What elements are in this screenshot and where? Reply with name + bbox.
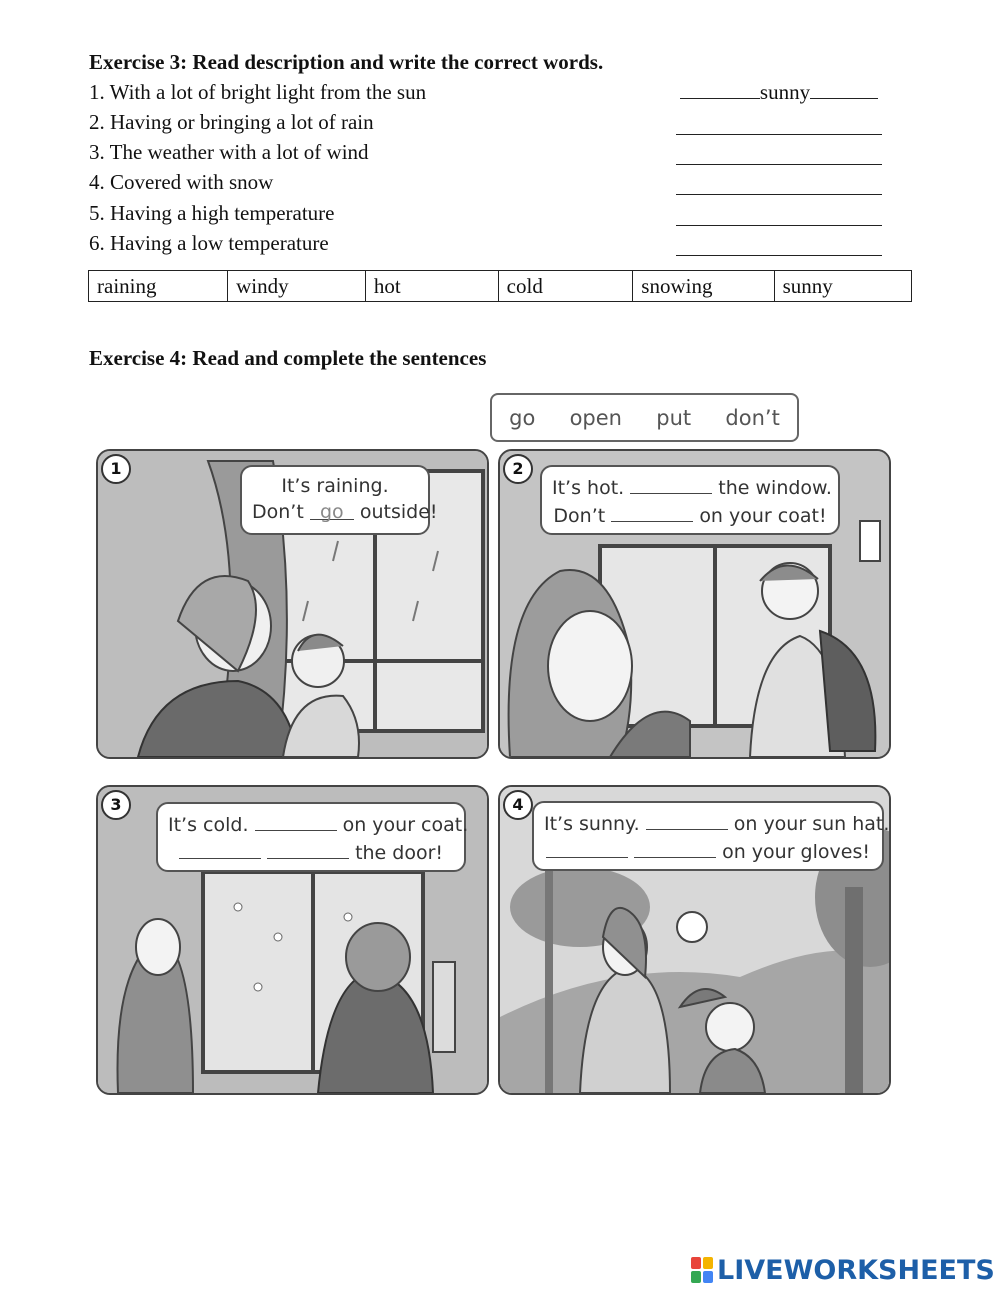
word-box-item: put [656,405,692,430]
word-bank-cell: cold [498,271,633,302]
ex3-answer-6[interactable] [676,233,882,256]
word-bank-table [88,270,912,302]
bubble-line [168,838,454,866]
ex3-answer-5[interactable] [676,203,882,226]
answer-gap[interactable] [267,838,349,859]
ex3-answer-4[interactable] [676,172,882,195]
logo-text: LIVEWORKSHEETS [717,1254,995,1286]
speech-bubble [532,801,890,871]
word-box-item: don’t [725,405,780,430]
bubble-text: Don’t [553,505,606,527]
bubble-text: It’s hot. [552,477,625,499]
bubble-line [552,473,832,501]
ex3-answer-2[interactable] [676,112,882,135]
bubble-text: on your gloves! [722,841,870,863]
ex3-item-1: 1. With a lot of bright light from the sun [89,80,427,104]
word-bank-cell: windy [228,271,366,302]
word-bank-cell: raining [89,271,228,302]
word-bank-cell: hot [365,271,498,302]
panel-number: 4 [503,790,533,820]
word-bank-cell: sunny [774,271,911,302]
answer-gap[interactable] [630,473,712,494]
exercise-4-title: Exercise 4: Read and complete the sentences [89,346,487,370]
panel-number: 2 [503,454,533,484]
bubble-line [252,499,438,525]
answer-gap[interactable] [646,809,728,830]
bubble-text: the window. [718,477,832,499]
word-bank-cell: snowing [633,271,774,302]
ex3-item-2: 2. Having or bringing a lot of rain [89,110,374,134]
bubble-text: It’s sunny. [544,813,640,835]
bubble-text: on your coat! [699,505,827,527]
panel-3 [96,785,489,1095]
bubble-text: Don’t [252,501,304,523]
exercise-3-title: Exercise 3: Read description and write the correct words. [89,50,604,74]
ex3-item-5: 5. Having a high temperature [89,201,335,225]
answer-gap[interactable] [255,810,337,831]
panel-4 [498,785,891,1095]
bubble-line: It’s raining. [281,475,389,497]
ex3-item-4: 4. Covered with snow [89,170,274,194]
bubble-line [168,810,469,838]
bubble-text: outside! [359,501,438,523]
word-box [490,393,799,442]
panel-number: 1 [101,454,131,484]
speech-bubble [240,465,438,535]
ex3-answer-1-text: sunny [759,80,811,104]
bubble-line [552,501,828,529]
bubble-line [544,809,890,837]
ex3-item-3: 3. The weather with a lot of wind [89,140,369,164]
answer-gap[interactable] [634,837,716,858]
bubble-text: the door! [355,842,444,864]
bubble-text: on your coat. [342,814,469,836]
panel-number: 3 [101,790,131,820]
answer-gap[interactable] [546,837,628,858]
answer-gap[interactable]: go [310,499,354,520]
ex3-answer-1[interactable] [676,80,882,105]
speech-bubble [540,465,840,535]
bubble-line [544,837,872,865]
bubble-text: on your sun hat. [733,813,890,835]
logo-icon [691,1257,713,1283]
word-box-item: open [569,405,622,430]
ex3-item-6: 6. Having a low temperature [89,231,329,255]
liveworksheets-logo [691,1253,995,1287]
speech-bubble [156,802,469,872]
panel-2 [498,449,891,759]
answer-gap[interactable] [179,838,261,859]
ex3-answer-3[interactable] [676,142,882,165]
answer-gap[interactable] [611,501,693,522]
word-box-item: go [509,405,536,430]
panel-1 [96,449,489,759]
bubble-text: It’s cold. [168,814,249,836]
